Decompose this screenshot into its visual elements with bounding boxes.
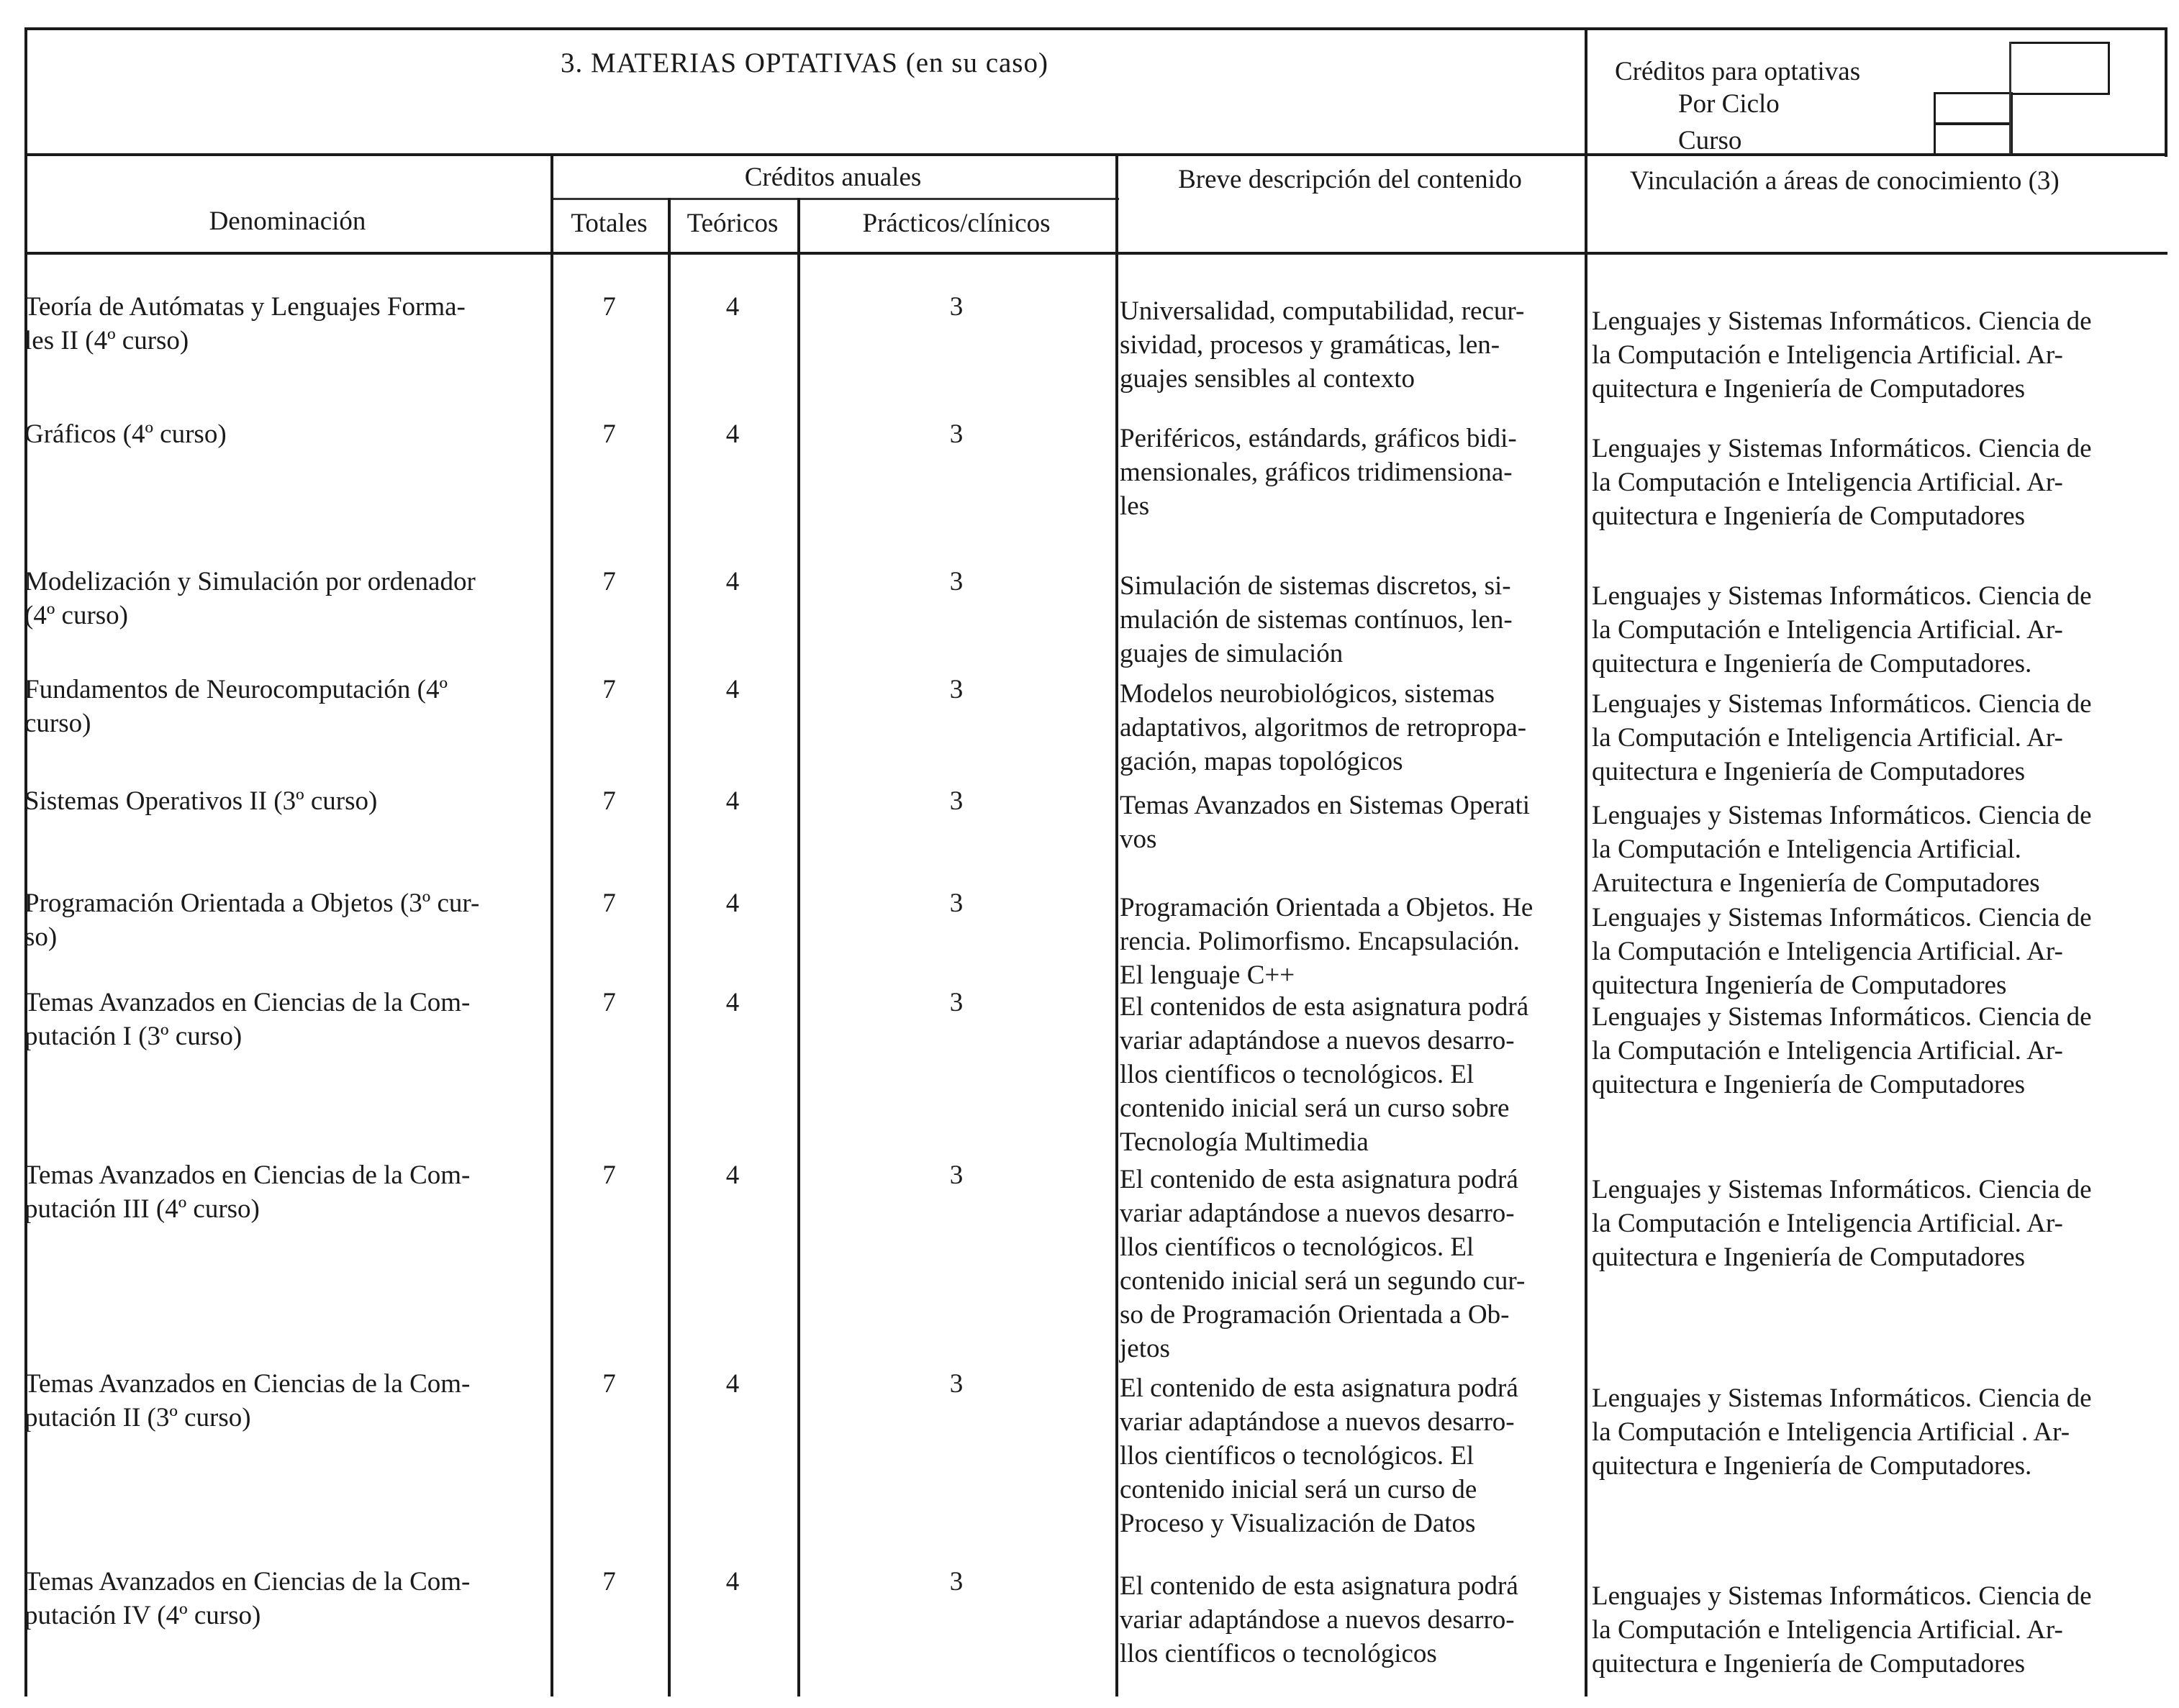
row-denominacion: Teoría de Autómatas y Lenguajes Forma- les II (4º curso) bbox=[24, 292, 466, 355]
header-bottom-rule bbox=[24, 252, 2167, 255]
row-denominacion: Temas Avanzados en Ciencias de la Com- putación II (3º curso) bbox=[24, 1369, 471, 1432]
row-vinculacion: Lenguajes y Sistemas Informáticos. Ciencia de la Computación e Inteligencia Artificial. Ar- quitectura e Ingeniería de Computadores bbox=[1592, 689, 2092, 786]
row-descripcion: Simulación de sistemas discretos, si- mulación de sistemas contínuos, len- guajes de simulación bbox=[1120, 571, 1513, 668]
row-teoricos: 4 bbox=[725, 675, 740, 704]
row-vinculacion: Lenguajes y Sistemas Informáticos. Ciencia de la Computación e Inteligencia Artificial. Ar- quitectura e Ingeniería de Computadores bbox=[1592, 434, 2092, 531]
row-teoricos: 4 bbox=[725, 786, 740, 816]
col-rule-descripcion bbox=[1585, 27, 1587, 1696]
header-descripcion: Breve descripción del contenido bbox=[1178, 165, 1522, 194]
row-denominacion: Programación Orientada a Objetos (3º cur- so) bbox=[24, 889, 480, 952]
row-totales: 7 bbox=[602, 419, 616, 449]
row-vinculacion: Lenguajes y Sistemas Informáticos. Ciencia de la Computación e Inteligencia Artificial . Ar- quitectura e Ingeniería de Computadores. bbox=[1592, 1384, 2092, 1481]
row-vinculacion: Lenguajes y Sistemas Informáticos. Ciencia de la Computación e Inteligencia Artificial. Ar- quitectura e Ingeniería de Computadores bbox=[1592, 306, 2092, 404]
row-totales: 7 bbox=[602, 1369, 616, 1399]
row-practicos: 3 bbox=[949, 889, 964, 918]
row-practicos: 3 bbox=[949, 675, 964, 704]
row-descripcion: Universalidad, computabilidad, recur- sividad, procesos y gramáticas, len- guajes sensibles al contexto bbox=[1120, 296, 1525, 394]
table-top-border bbox=[24, 27, 2167, 30]
row-practicos: 3 bbox=[949, 1369, 964, 1399]
row-practicos: 3 bbox=[949, 1160, 964, 1190]
row-denominacion: Sistemas Operativos II (3º curso) bbox=[24, 786, 378, 816]
row-descripcion: Temas Avanzados en Sistemas Operati vos bbox=[1120, 791, 1531, 854]
header-practicos: Prácticos/clínicos bbox=[862, 209, 1051, 238]
row-denominacion: Gráficos (4º curso) bbox=[24, 419, 227, 449]
row-practicos: 3 bbox=[949, 419, 964, 449]
row-practicos: 3 bbox=[949, 988, 964, 1017]
ciclo-credits-box bbox=[1934, 92, 2013, 125]
row-teoricos: 4 bbox=[725, 889, 740, 918]
row-totales: 7 bbox=[602, 675, 616, 704]
row-vinculacion: Lenguajes y Sistemas Informáticos. Ciencia de la Computación e Inteligencia Artificial. Ar- quitectura e Ingeniería de Computadores. bbox=[1592, 581, 2092, 678]
row-teoricos: 4 bbox=[725, 1369, 740, 1399]
row-vinculacion: Lenguajes y Sistemas Informáticos. Ciencia de la Computación e Inteligencia Artificial. Ar- quitectura Ingeniería de Computadores bbox=[1592, 903, 2092, 1000]
row-practicos: 3 bbox=[949, 292, 964, 322]
credits-label-ciclo: Por Ciclo bbox=[1678, 89, 1780, 119]
row-totales: 7 bbox=[602, 292, 616, 322]
header-denominacion: Denominación bbox=[209, 206, 366, 236]
row-totales: 7 bbox=[602, 567, 616, 596]
row-descripcion: El contenido de esta asignatura podrá variar adaptándose a nuevos desarro- llos científicos o tecnológicos bbox=[1120, 1571, 1518, 1668]
credits-box-divider bbox=[2009, 42, 2011, 154]
row-descripcion: Modelos neurobiológicos, sistemas adaptativos, algoritmos de retropropa- gación, mapas topológicos bbox=[1120, 679, 1527, 776]
row-vinculacion: Lenguajes y Sistemas Informáticos. Ciencia de la Computación e Inteligencia Artificial. Ar- quitectura e Ingeniería de Computadores bbox=[1592, 1175, 2092, 1272]
row-practicos: 3 bbox=[949, 567, 964, 596]
row-teoricos: 4 bbox=[725, 1160, 740, 1190]
row-denominacion: Temas Avanzados en Ciencias de la Com- putación III (4º curso) bbox=[24, 1160, 471, 1224]
table-left-border bbox=[24, 27, 27, 1696]
row-totales: 7 bbox=[602, 1160, 616, 1190]
row-totales: 7 bbox=[602, 786, 616, 816]
credits-label-optativas: Créditos para optativas bbox=[1615, 57, 1861, 86]
row-descripcion: El contenido de esta asignatura podrá variar adaptándose a nuevos desarro- llos científicos o tecnológicos. El contenido inicial será un segundo cur- so de Programación Orientada a Ob- jetos bbox=[1120, 1165, 1526, 1363]
row-totales: 7 bbox=[602, 889, 616, 918]
header-vinculacion: Vinculación a áreas de conocimiento (3) bbox=[1630, 166, 2060, 196]
header-teoricos: Teóricos bbox=[687, 209, 779, 238]
row-descripcion: Programación Orientada a Objetos. He rencia. Polimorfismo. Encapsulación. El lenguaje C++ bbox=[1120, 893, 1534, 990]
col-rule-practicos bbox=[1115, 153, 1118, 1696]
header-totales: Totales bbox=[571, 209, 648, 238]
row-descripcion: Periféricos, estándards, gráficos bidi- mensionales, gráficos tridimensiona- les bbox=[1120, 424, 1517, 521]
row-vinculacion: Lenguajes y Sistemas Informáticos. Ciencia de la Computación e Inteligencia Artificial. Ar- quitectura e Ingeniería de Computadores bbox=[1592, 1581, 2092, 1679]
curso-credits-box bbox=[1934, 122, 2013, 155]
row-denominacion: Temas Avanzados en Ciencias de la Com- putación IV (4º curso) bbox=[24, 1567, 471, 1630]
row-teoricos: 4 bbox=[725, 292, 740, 322]
row-denominacion: Fundamentos de Neurocomputación (4º curso) bbox=[24, 675, 448, 738]
row-vinculacion: Lenguajes y Sistemas Informáticos. Ciencia de la Computación e Inteligencia Artificial. Aruitectura e Ingeniería de Computadores bbox=[1592, 801, 2092, 898]
row-totales: 7 bbox=[602, 1567, 616, 1596]
row-vinculacion: Lenguajes y Sistemas Informáticos. Ciencia de la Computación e Inteligencia Artificial. Ar- quitectura e Ingeniería de Computadores bbox=[1592, 1002, 2092, 1099]
header-divider bbox=[24, 153, 2167, 156]
row-teoricos: 4 bbox=[725, 419, 740, 449]
table-right-border bbox=[2165, 27, 2167, 157]
section-title: 3. MATERIAS OPTATIVAS (en su caso) bbox=[561, 47, 1048, 78]
row-descripcion: El contenidos de esta asignatura podrá variar adaptándose a nuevos desarro- llos científicos o tecnológicos. El contenido inicial será un curso sobre Tecnología Multimedia bbox=[1120, 992, 1529, 1157]
row-descripcion: El contenido de esta asignatura podrá variar adaptándose a nuevos desarro- llos científicos o tecnológicos. El contenido inicial será un curso de Proceso y Visualización de Datos bbox=[1120, 1373, 1518, 1538]
row-teoricos: 4 bbox=[725, 567, 740, 596]
header-creditos-anuales: Créditos anuales bbox=[744, 163, 922, 192]
col-rule-denominacion bbox=[551, 153, 553, 1696]
row-practicos: 3 bbox=[949, 1567, 964, 1596]
credits-label-curso: Curso bbox=[1678, 126, 1742, 155]
row-teoricos: 4 bbox=[725, 988, 740, 1017]
row-totales: 7 bbox=[602, 988, 616, 1017]
row-practicos: 3 bbox=[949, 786, 964, 816]
creditos-anuales-rule bbox=[551, 198, 1119, 200]
row-teoricos: 4 bbox=[725, 1567, 740, 1596]
row-denominacion: Modelización y Simulación por ordenador (4º curso) bbox=[24, 567, 476, 630]
optativas-credits-box bbox=[2009, 42, 2110, 95]
row-denominacion: Temas Avanzados en Ciencias de la Com- putación I (3º curso) bbox=[24, 988, 471, 1051]
